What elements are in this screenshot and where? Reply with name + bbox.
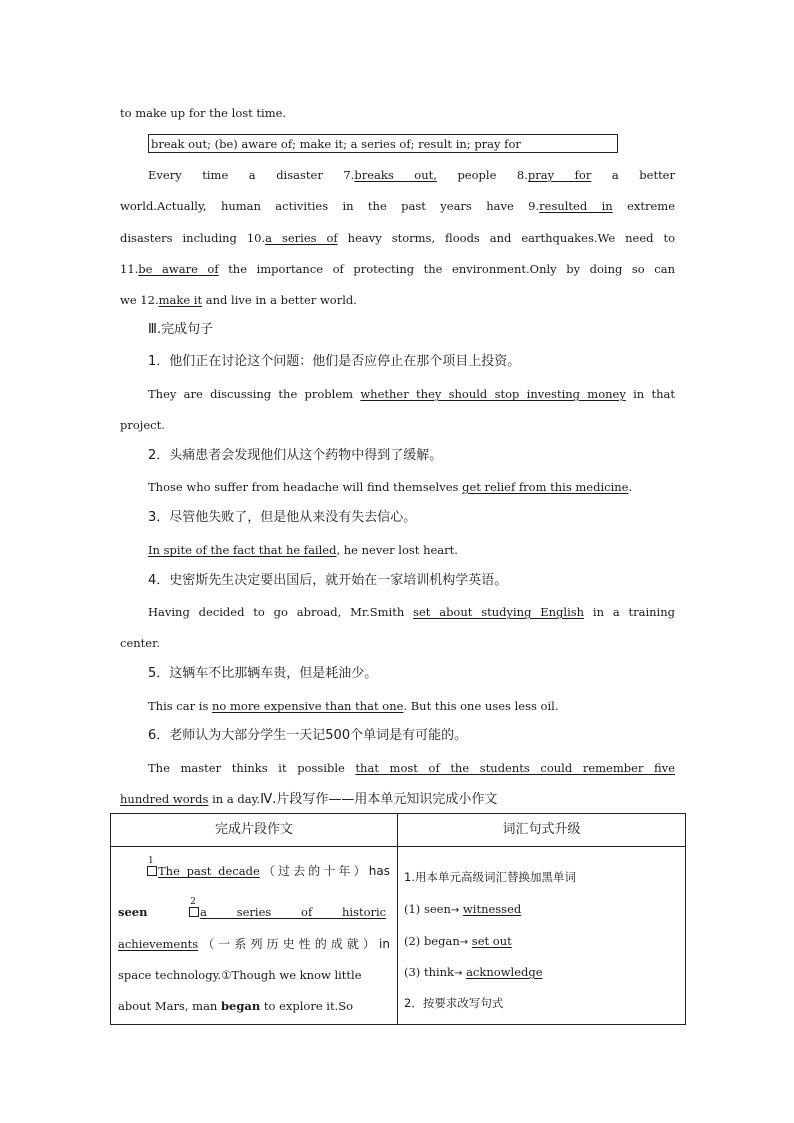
arrow-right-icon: →	[454, 968, 463, 979]
writing-table	[110, 813, 686, 1025]
text-line	[404, 901, 521, 919]
subheading: 1.用本单元高级词汇替换加黑单词	[404, 870, 576, 884]
text: They are discussing the problem	[148, 387, 361, 401]
question-cn: 1．他们正在讨论这个问题：他们是否应停止在那个项目上投资。	[148, 354, 521, 369]
text-line	[118, 897, 390, 920]
text: people 8.	[457, 168, 528, 182]
subheading: 2．按要求改写句式	[404, 996, 504, 1010]
answer-blank: pray for	[527, 168, 592, 182]
text: extreme	[627, 199, 676, 213]
question-cn: 6．老师认为大部分学生一天记500个单词是有可能的。	[148, 728, 468, 743]
text: (2) began	[404, 934, 460, 948]
answer-line	[148, 604, 675, 620]
vocabulary-cell	[398, 847, 686, 1025]
text: world.Actually, human activities in the past years have 9.	[120, 199, 540, 213]
answer-blank: make it	[158, 293, 203, 307]
passage-line-4	[120, 261, 675, 277]
text: , he never lost heart.	[336, 543, 458, 557]
text: disasters including 10.	[120, 231, 266, 245]
answer-blank: a series of	[265, 231, 338, 245]
section-title: Ⅲ.完成句子	[148, 322, 214, 337]
number: 1	[148, 856, 154, 866]
text-line: to make up for the lost time.	[120, 106, 287, 120]
arrow-right-icon: →	[459, 937, 469, 948]
answer-blank: be aware of	[138, 262, 219, 276]
text: （一系列历史性的成就）in	[198, 937, 390, 951]
text: about Mars, man	[118, 999, 221, 1013]
text: to explore it.So	[260, 999, 354, 1013]
text: we 12.	[120, 293, 159, 307]
text: .	[628, 480, 633, 494]
section-title: Ⅳ.片段写作——用本单元知识完成小作文	[260, 792, 498, 807]
answer-blank: acknowledge	[466, 965, 543, 979]
answer-line	[148, 542, 675, 558]
text: . But this one uses less oil.	[403, 699, 559, 713]
text-line	[404, 933, 512, 951]
text-line: space technology.①Though we know little	[118, 968, 362, 982]
answer-blank: witnessed	[462, 902, 522, 916]
composition-cell	[111, 847, 398, 1025]
question-cn: 2．头痛患者会发现他们从这个药物中得到了缓解。	[148, 448, 443, 463]
answer-blank: The past decade	[158, 864, 260, 878]
arrow-right-icon: →	[450, 905, 460, 916]
passage-line-2	[120, 198, 675, 214]
passage-line-3	[120, 230, 675, 246]
answer-line	[148, 386, 675, 402]
text: a better	[611, 168, 675, 182]
passage-line-5	[120, 292, 675, 308]
table-header: 完成片段作文	[111, 814, 398, 847]
text: (1) seen	[404, 902, 451, 916]
answer-blank: that most of the students could remember five	[355, 761, 675, 775]
answer-blank: set about studying English	[413, 605, 585, 619]
answer-blank: a series of historic	[200, 905, 387, 919]
answer-line	[148, 760, 675, 776]
text: (3) think	[404, 965, 455, 979]
text: Every time a disaster 7.	[148, 168, 355, 182]
text: Those who suffer from headache will find themselves	[148, 480, 463, 494]
word-bank-box: break out; (be) aware of; make it; a series of; result in; pray for	[148, 134, 618, 153]
answer-blank: achievements	[118, 937, 199, 951]
answer-line	[120, 791, 675, 808]
answer-blank: breaks out,	[354, 168, 437, 182]
text-line	[118, 998, 390, 1014]
answer-line	[148, 479, 675, 495]
bold-word: seen	[118, 905, 148, 919]
text: in a day.	[208, 792, 261, 806]
question-cn: 4．史密斯先生决定要出国后，就开始在一家培训机构学英语。	[148, 573, 508, 588]
answer-blank: no more expensive than that one	[212, 699, 404, 713]
text: This car is	[148, 699, 212, 713]
text: 11.	[120, 262, 139, 276]
answer-blank: set out	[471, 934, 512, 948]
text-line	[404, 964, 543, 982]
text-line	[118, 936, 390, 952]
text: heavy storms, floods and earthquakes.We need to	[347, 231, 676, 245]
answer-blank: resulted in	[539, 199, 613, 213]
question-cn: 5．这辆车不比那辆车贵，但是耗油少。	[148, 666, 378, 681]
answer-blank: In spite of the fact that he failed	[148, 543, 337, 557]
answer-line: center.	[120, 636, 160, 650]
question-cn: 3．尽管他失败了，但是他从来没有失去信心。	[148, 510, 417, 525]
numbered-box-icon	[189, 897, 199, 917]
text: Having decided to go abroad, Mr.Smith	[148, 605, 414, 619]
text: The master thinks it possible	[148, 761, 356, 775]
text: the importance of protecting the environment.Only by doing so can	[228, 262, 675, 276]
table-header: 词汇句式升级	[398, 814, 686, 847]
passage-line-1	[148, 167, 675, 183]
answer-line: project.	[120, 418, 165, 432]
text: in a training	[584, 605, 675, 619]
answer-line	[148, 698, 675, 714]
answer-blank: hundred words	[120, 792, 209, 806]
bold-word: began	[221, 999, 261, 1013]
text: and live in a better world.	[205, 293, 357, 307]
text: in that	[625, 387, 675, 401]
text: （过去的十年）has	[259, 864, 390, 878]
answer-blank: get relief from this medicine	[462, 480, 629, 494]
number: 2	[190, 897, 196, 907]
numbered-box-icon	[147, 856, 157, 876]
text-line	[147, 856, 390, 879]
answer-blank: whether they should stop investing money	[360, 387, 626, 401]
